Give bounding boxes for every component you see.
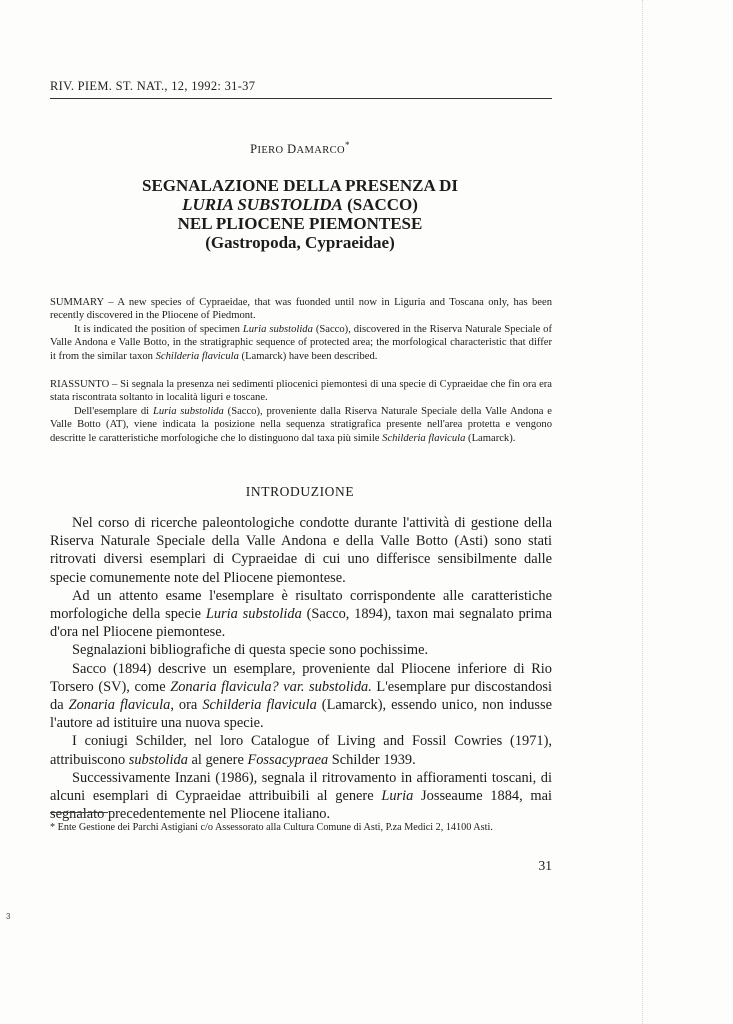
journal-citation: RIV. PIEM. ST. NAT., 12, 1992: 31-37 xyxy=(50,79,256,93)
article-title xyxy=(0,176,600,252)
title-line-1: SEGNALAZIONE DELLA PRESENZA DI xyxy=(141,176,458,195)
scan-edge-line xyxy=(642,0,643,1024)
title-line-2: LURIA SUBSTOLIDA (SACCO) xyxy=(182,195,418,214)
body-paragraph: Sacco (1894) descrive un esemplare, proveniente dal Pliocene inferiore di Rio Torsero (SV), come Zonaria flavicula? var. substolida. L'esemplare pur discostandosi da Zonaria flavicula, ora Schilderia flavicula (Lamarck), essendo unico, non indusse l'autore ad istituire una nuova specie. xyxy=(50,660,552,732)
title-line-4: (Gastropoda, Cypraeidae) xyxy=(205,233,395,252)
section-heading: INTRODUZIONE xyxy=(245,484,355,499)
riassunto-paragraph-1: RIASSUNTO – Si segnala la presenza nei sedimenti pliocenici piemontesi di una specie di Cypraeidae che fin ora era stata riscontrata soltanto in località liguri e toscane. xyxy=(50,379,552,404)
summary-paragraph-2: It is indicated the position of specimen Luria substolida (Sacco), discovered in the Riserva Naturale Speciale of Valle Andona e Valle Botto, in the stratigraphic sequence of protected area; the morfological characteristic that differ it from the similar taxon Schilderia flavicula (Lamarck) have been described. xyxy=(50,323,553,362)
margin-mark: 3 xyxy=(6,912,11,921)
summary-abstract xyxy=(50,296,552,363)
footnote: * Ente Gestione dei Parchi Astigiani c/o Assessorato alla Cultura Comune di Asti, P.za Medici 2, 14100 Asti. xyxy=(50,822,493,833)
body-paragraph: Segnalazioni bibliografiche di questa specie sono pochissime. xyxy=(72,642,429,659)
page-number: 31 xyxy=(538,858,552,873)
introduction-body xyxy=(50,514,552,823)
title-line-3: NEL PLIOCENE PIEMONTESE xyxy=(177,214,423,233)
body-paragraph: Successivamente Inzani (1986), segnala il ritrovamento in affioramenti toscani, di alcuni esemplari di Cypraeidae attribuibili al genere Luria Josseaume 1884, mai segnalato precedentemente nel Pliocene italiano. xyxy=(50,769,552,823)
riassunto-paragraph-2: Dell'esemplare di Luria substolida (Sacco), proveniente dalla Riserva Naturale Speciale della Valle Andona e Valle Botto (AT), viene indicata la posizione nella sequenza stratigrafica presente nell'area protetta e vengono descritte le caratteristiche morfologiche che lo distinguono dal taxa più simile Schilderia flavicula (Lamarck). xyxy=(50,405,553,444)
footnote-rule xyxy=(50,812,108,813)
body-paragraph: I coniugi Schilder, nel loro Catalogue of Living and Fossil Cowries (1971), attribuiscono substolida al genere Fossacypraea Schilder 1939. xyxy=(50,733,552,768)
riassunto-abstract xyxy=(50,378,552,445)
summary-paragraph-1: SUMMARY – A new species of Cypraeidae, that was fuonded until now in Liguria and Toscana only, has been recently discovered in the Pliocene of Piedmont. xyxy=(50,297,552,322)
header-rule xyxy=(50,98,552,99)
body-paragraph: Ad un attento esame l'esemplare è risultato corrispondente alle caratteristiche morfologiche della specie Luria substolida (Sacco, 1894), taxon mai segnalato prima d'ora nel Pliocene piemontese. xyxy=(50,587,553,641)
author-name: PIERO DAMARCO* xyxy=(250,140,350,157)
body-paragraph: Nel corso di ricerche paleontologiche condotte durante l'attività di gestione della Riserva Naturale Speciale della Valle Andona e della Valle Botto (Asti) sono stati ritrovati diversi esemplari di Cypraeidae di cui uno differisce sensibilmente dalle specie comunemente note del Pliocene piemontese. xyxy=(50,515,552,586)
